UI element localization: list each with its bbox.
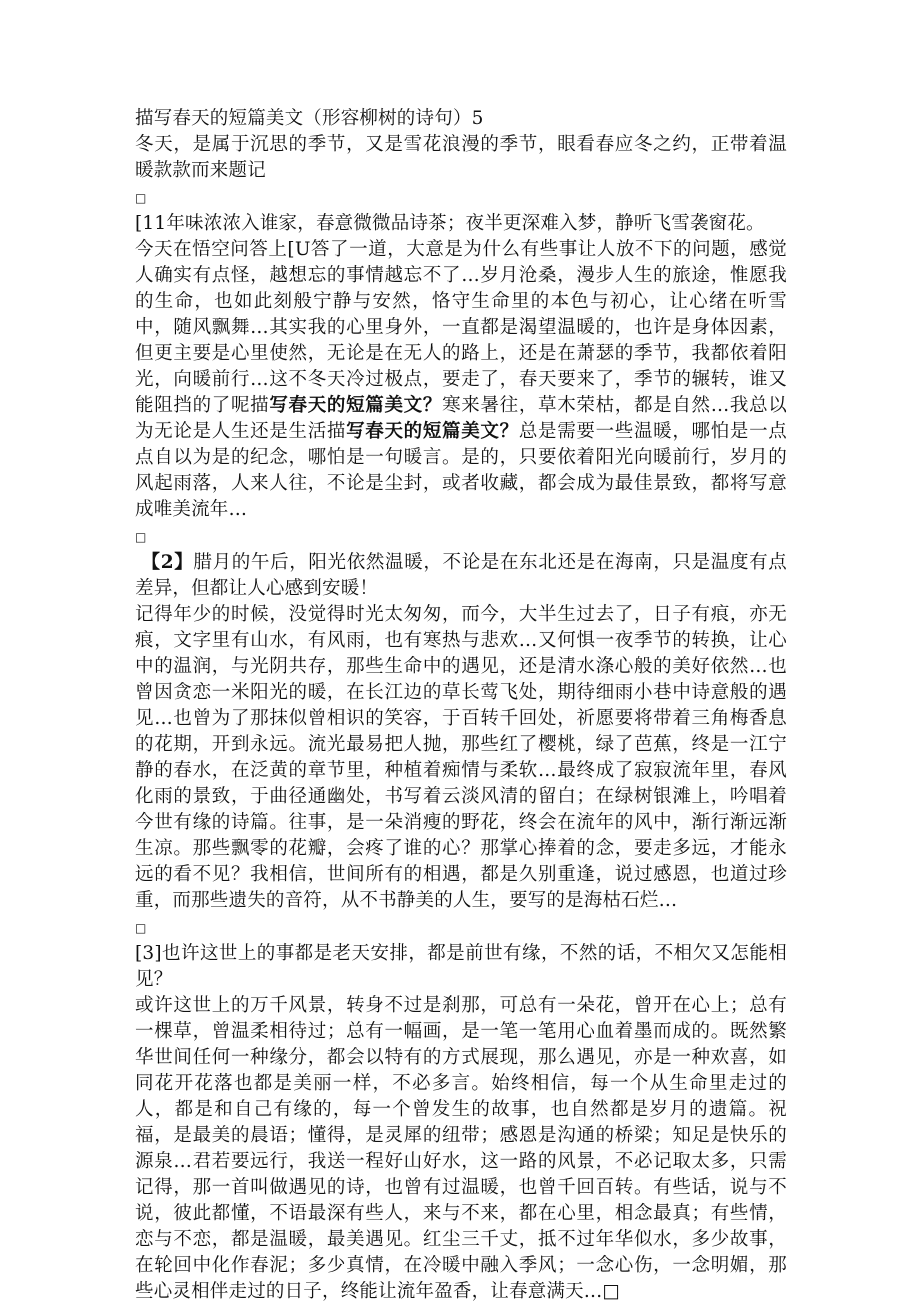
- section-1-heading: [11年味浓浓入谁家，春意微微品诗茶；夜半更深难入梦，静听飞雪袭窗花。: [135, 213, 765, 234]
- end-box-mark: □: [602, 1281, 621, 1302]
- section-1-bold-keyword: 写春天的短篇美文？: [269, 395, 443, 416]
- section-3: [135, 941, 787, 1305]
- box-mark: □: [135, 191, 147, 205]
- section-2-heading-number: 【2】: [141, 552, 194, 573]
- section-2: [135, 550, 787, 914]
- doc-title: 描写春天的短篇美文（形容柳树的诗句）5: [135, 108, 484, 129]
- section-1-body-text-3: 总是需要一些温暖，哪怕是一点点自以为是的纪念，哪怕是一句暖言。是的，只要依着阳光向暖前行，岁月的风起雨落，人来人往，不论是尘封，或者收藏，都会成为最佳景致，都将写意成唯美流年…: [135, 421, 787, 520]
- section-3-body: 或许这世上的万千风景，转身不过是刹那，可总有一朵花，曾开在心上；总有一棵草，曾温柔相待过；总有一幅画，是一笔一笔用心血着墨而成的。既然繁华世间任何一种缘分，都会以特有的方式展现，那么遇见，亦是一种欢喜，如同花开花落也都是美丽一样，不必多言。始终相信，每一个从生命里走过的人，都是和自己有缘的，每一个曾发生的故事，也自然都是岁月的遗篇。祝福，是最美的晨语；懂得，是灵犀的纽带；感恩是沟通的桥梁；知足是快乐的源泉…君若要远行，我送一程好山好水，这一路的风景，不必记取太多，只需记得，那一首叫做遇见的诗，也曾有过温暖，也曾千回百转。有些话，说与不说，彼此都懂，不语最深有些人，来与不来，都在心里，相念最真；有些情，恋与不恋，都是温暖，最美遇见。红尘三千丈，抵不过年华似水，多少故事，在轮回中化作春泥；多少真情，在冷暖中融入季风；一念心伤，一念明媚，那些心灵相伴走过的日子，终能让流年盈香，让春意满天…: [135, 995, 787, 1302]
- box-mark: □: [135, 921, 147, 935]
- section-1: [135, 211, 787, 523]
- box-mark: □: [135, 530, 147, 544]
- doc-intro: 冬天，是属于沉思的季节，又是雪花浪漫的季节，眼看春应冬之约，正带着温暖款款而来题记: [135, 134, 787, 181]
- section-1-body-text: 今天在悟空问答上[U答了一道，大意是为什么有些事让人放不下的问题，感觉人确实有点怪，越想忘的事情越忘不了…岁月沧桑，漫步人生的旅途，惟愿我的生命，也如此刻般宁静与安然，恪守生命里的本色与初心，让心绪在听雪中，随风飘舞…其实我的心里身外，一直都是渴望温暖的，也许是身体因素，但更主要是心里使然，无论是在无人的路上，还是在萧瑟的季节，我都依着阳光，向暖前行…这不冬天冷过极点，要走了，春天要来了，季节的辗转，谁又能阻挡的了呢描: [135, 239, 787, 416]
- section-3-heading: [3]也许这世上的事都是老天安排，都是前世有缘，不然的话，不相欠又怎能相见？: [135, 943, 787, 990]
- section-2-heading: 腊月的午后，阳光依然温暖，不论是在东北还是在海南，只是温度有点差异，但都让人心感到安暖！: [135, 552, 787, 599]
- section-2-body: 记得年少的时候，没觉得时光太匆匆，而今，大半生过去了，日子有痕，亦无痕，文字里有山水，有风雨，也有寒热与悲欢…又何惧一夜季节的转换，让心中的温润，与光阴共存，那些生命中的遇见，还是清水涤心般的美好依然…也曾因贪恋一米阳光的暖，在长江边的草长莺飞处，期待细雨小巷中诗意般的遇见…也曾为了那抹似曾相识的笑容，于百转千回处，祈愿要将带着三角梅香息的花期，开到永远。流光最易把人抛，那些红了樱桃，绿了芭蕉，终是一江宁静的春水，在泛黄的章节里，种植着痴情与柔软…最终成了寂寂流年里，春风化雨的景致，于曲径通幽处，书写着云淡风清的留白；在绿树银滩上，吟唱着今世有缘的诗篇。往事，是一朵消瘦的野花，终会在流年的风中，渐行渐远渐生凉。那些飘零的花瓣，会疼了谁的心？那掌心捧着的念，要走多远，才能永远的看不见？我相信，世间所有的相遇，都是久别重逢，说过感恩，也道过珍重，而那些遗失的音符，从不书静美的人生，要写的是海枯石烂…: [135, 604, 787, 911]
- document-page: [135, 106, 787, 1305]
- section-1-bold-keyword-2: 写春天的短篇美文？: [346, 421, 519, 442]
- section-1-body-text-2: 寒来暑往，草木荣枯，都是自然…我总以为无论是人生还是生活描: [135, 395, 787, 442]
